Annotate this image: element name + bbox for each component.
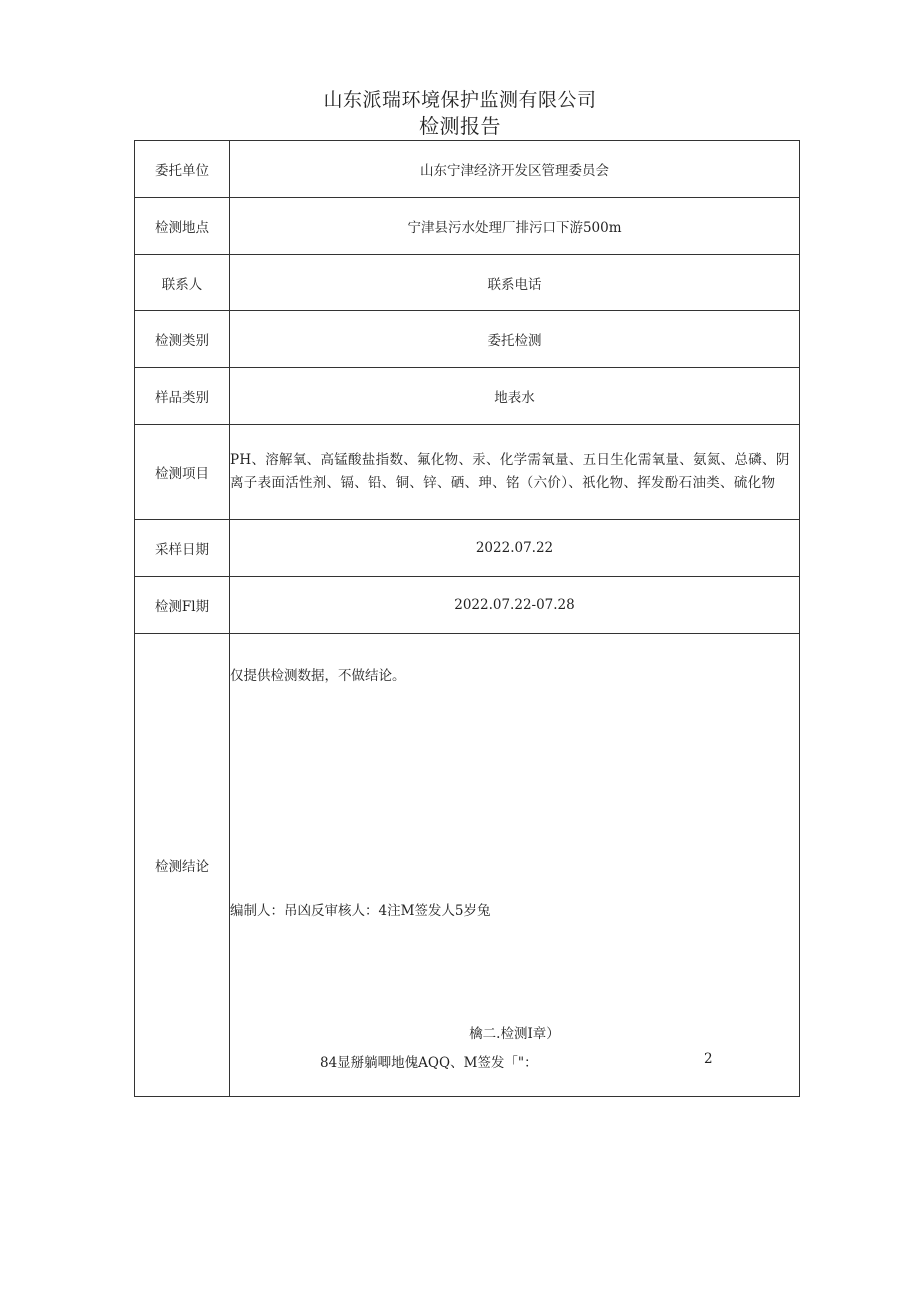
conclusion-text: 仅提供检测数据，不做结论。 [230, 668, 406, 684]
conclusion-label: 检测结论 [135, 634, 230, 1097]
conclusion-cell [230, 634, 800, 1097]
location-value: 宁津县污水处理厂排污口下游500m [230, 198, 800, 255]
sample-type-label: 样品类别 [135, 368, 230, 425]
test-items-label: 检测项目 [135, 425, 230, 520]
company-name: 山东派瑞环境保护监测有限公司 [323, 89, 597, 111]
seal-line: 檎二.检测I章） [469, 1026, 560, 1042]
row-location [135, 198, 800, 255]
test-type-value: 委托检测 [230, 311, 800, 368]
location-label: 检测地点 [135, 198, 230, 255]
issue-line: 84显掰躺唧地傀AQQ、M签发「"： [320, 1055, 538, 1071]
client-value: 山东宁津经济开发区管理委员会 [230, 141, 800, 198]
signatories-line: 编制人：吊凶反审核人：4注M签发人5岁兔 [230, 903, 491, 919]
test-date-label: 检测Fl期 [135, 577, 230, 634]
row-sampling-date [135, 520, 800, 577]
row-client [135, 141, 800, 198]
test-type-label: 检测类别 [135, 311, 230, 368]
test-items-value: PH、溶解氧、高锰酸盐指数、氟化物、汞、化学需氧量、五日生化需氧量、氨氮、总磷、阴离子表面活性剂、镉、铅、铜、锌、硒、珅、铭（六价）、祇化物、挥发酚石油类、硫化物 [230, 425, 800, 520]
report-title: 检测报告 [419, 114, 501, 138]
issue-number: 2 [704, 1051, 713, 1067]
row-sample-type [135, 368, 800, 425]
sample-type-value: 地表水 [230, 368, 800, 425]
client-label: 委托单位 [135, 141, 230, 198]
row-test-type [135, 311, 800, 368]
row-test-date [135, 577, 800, 634]
row-conclusion [135, 634, 800, 1097]
sampling-date-value: 2022.07.22 [230, 520, 800, 577]
contact-value: 联系电话 [230, 255, 800, 311]
sampling-date-label: 采样日期 [135, 520, 230, 577]
contact-label: 联系人 [135, 255, 230, 311]
report-table [134, 140, 800, 1097]
row-contact [135, 255, 800, 311]
test-date-value: 2022.07.22-07.28 [230, 577, 800, 634]
row-test-items [135, 425, 800, 520]
